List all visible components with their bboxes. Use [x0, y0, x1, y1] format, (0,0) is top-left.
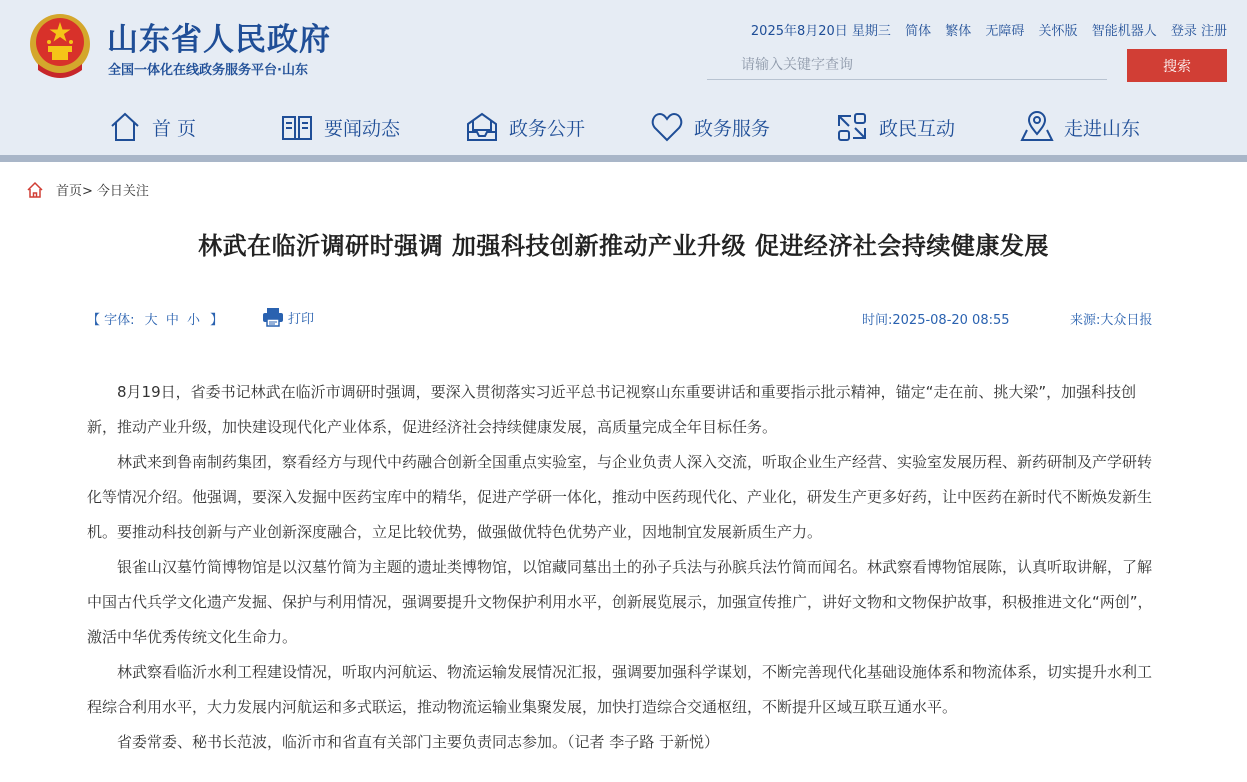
site-subtitle[interactable]: 全国一体化在线政务服务平台·山东 [108, 63, 308, 78]
book-icon [280, 110, 314, 144]
breadcrumb-current[interactable]: 今日关注 [96, 184, 149, 199]
print-label: 打印 [288, 311, 315, 327]
font-medium-button[interactable]: 中 [165, 313, 179, 328]
home-icon [108, 110, 142, 144]
nav-label: 走进山东 [1064, 117, 1141, 140]
article-paragraph: 8月19日，省委书记林武在临沂市调研时强调，要深入贯彻落实习近平总书记视察山东重要讲话和重要指示批示精神，锚定“走在前、挑大梁”，加强科技创新，推动产业升级，加快建设现代化产业体系，促进经济社会持续健康发展，高质量完成全年目标任务。 [87, 383, 1137, 436]
nav-gov-services[interactable] [650, 104, 770, 150]
font-small-button[interactable]: 小 [186, 313, 200, 328]
nav-label: 要闻动态 [324, 117, 401, 140]
nav-interaction[interactable] [835, 104, 955, 150]
font-label-close: 】 [210, 313, 224, 328]
nav-news[interactable] [280, 104, 400, 150]
map-pin-icon [1020, 110, 1054, 144]
current-date: 2025年8月20日 星期三 [750, 24, 891, 39]
font-label: 【 字体: [87, 313, 135, 328]
site-title[interactable]: 山东省人民政府 [107, 22, 331, 58]
article-source: 来源:大众日报 [1070, 313, 1153, 328]
font-large-button[interactable]: 大 [144, 313, 158, 328]
nav-label: 政务公开 [509, 117, 586, 140]
nav-gov-affairs[interactable] [465, 104, 585, 150]
article-body [87, 375, 1162, 760]
interact-icon [835, 110, 869, 144]
site-header [0, 0, 1247, 155]
publish-time: 时间:2025-08-20 08:55 [862, 313, 1010, 328]
nav-label: 政务服务 [694, 117, 771, 140]
home-icon[interactable] [26, 181, 44, 199]
article-paragraph: 林武来到鲁南制药集团，察看经方与现代中药融合创新全国重点实验室，与企业负责人深入交流，听取企业生产经营、实验室发展历程、新药研制及产学研转化等情况介绍。他强调，要深入发掘中医药宝库中的精华，促进产学研一体化，推动中医药现代化、产业化，研发生产更多好药，让中医药在新时代不断焕发新生机。要推动科技创新与产业创新深度融合，立足比较优势，做强做优特色优势产业，因地制宜发展新质生产力。 [87, 453, 1153, 541]
nav-about-shandong[interactable] [1020, 104, 1140, 150]
article-title: 林武在临沂调研时强调 加强科技创新推动产业升级 促进经济社会持续健康发展 [198, 232, 1049, 260]
breadcrumb [26, 180, 149, 199]
heart-icon [650, 110, 684, 144]
search-input[interactable] [707, 50, 1107, 80]
article-paragraph: 林武察看临沂水利工程建设情况，听取内河航运、物流运输发展情况汇报，强调要加强科学谋划，不断完善现代化基础设施体系和物流体系，切实提升水利工程综合利用水平，大力发展内河航运和多式联运，推动物流运输业集聚发展，加快打造综合交通枢纽，不断提升区域互联互通水平。 [87, 663, 1153, 716]
link-login-register[interactable]: 登录 注册 [1170, 24, 1227, 39]
national-emblem-icon [28, 12, 92, 80]
link-robot[interactable]: 智能机器人 [1091, 24, 1157, 39]
link-traditional[interactable]: 繁体 [945, 24, 972, 39]
nav-label: 首 页 [152, 117, 197, 140]
font-size-controls [87, 309, 223, 328]
breadcrumb-home[interactable]: 首页> [56, 184, 93, 199]
nav-home[interactable] [108, 104, 196, 150]
link-accessibility[interactable]: 无障碍 [985, 24, 1025, 39]
main-nav [0, 104, 1247, 150]
header-divider [0, 155, 1247, 162]
search-button[interactable]: 搜索 [1127, 49, 1227, 82]
print-button[interactable] [262, 306, 314, 328]
nav-label: 政民互动 [879, 117, 956, 140]
link-care-version[interactable]: 关怀版 [1038, 24, 1078, 39]
top-links [751, 20, 1227, 39]
inbox-icon [465, 110, 499, 144]
article-paragraph: 省委常委、秘书长范波，临沂市和省直有关部门主要负责同志参加。（记者 李子路 于新悦） [117, 733, 720, 751]
printer-icon [262, 306, 284, 328]
link-simplified[interactable]: 简体 [905, 24, 932, 39]
article-paragraph: 银雀山汉墓竹简博物馆是以汉墓竹简为主题的遗址类博物馆，以馆藏同墓出土的孙子兵法与孙膑兵法竹简而闻名。林武察看博物馆展陈，认真听取讲解，了解中国古代兵学文化遗产发掘、保护与利用情况，强调要提升文物保护利用水平，创新展览展示，加强宣传推广，讲好文物和文物保护故事，积极推进文化“两创”，激活中华优秀传统文化生命力。 [87, 558, 1153, 646]
